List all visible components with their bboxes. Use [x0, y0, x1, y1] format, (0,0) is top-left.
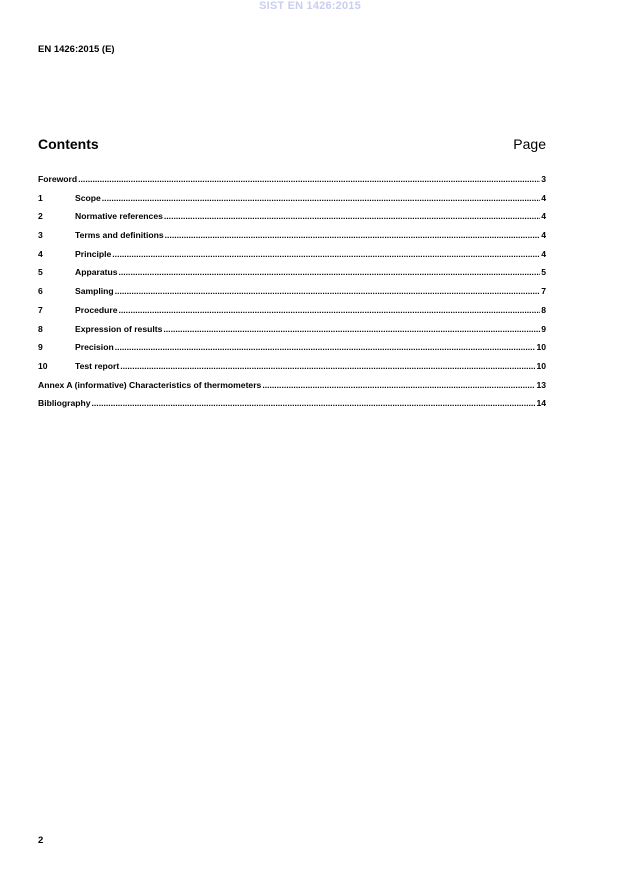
- toc-entry-principle[interactable]: [38, 249, 546, 268]
- toc-entry-page: 8: [541, 304, 546, 315]
- toc-entry-title: Normative references: [75, 211, 163, 222]
- toc-leader-dots: [115, 342, 536, 352]
- toc-entry-number: 8: [38, 323, 43, 334]
- toc-entry-page: 13: [536, 379, 546, 390]
- toc-entry-title: Precision: [75, 342, 114, 353]
- toc-entry-number: 9: [38, 342, 43, 353]
- toc-entry-expression-of-results[interactable]: [38, 324, 546, 343]
- toc-entry-precision[interactable]: [38, 342, 546, 361]
- toc-leader-dots: [119, 267, 541, 277]
- toc-entry-page: 4: [541, 248, 546, 259]
- toc-entry-scope[interactable]: [38, 193, 546, 212]
- toc-leader-dots: [120, 361, 535, 371]
- toc-entry-apparatus[interactable]: [38, 267, 546, 286]
- toc-entry-page: 10: [536, 360, 546, 371]
- toc-entry-test-report[interactable]: [38, 361, 546, 380]
- page-column-label: Page: [513, 136, 546, 152]
- toc-entry-number: 2: [38, 211, 43, 222]
- toc-entry-page: 4: [541, 230, 546, 241]
- toc-entry-number: 7: [38, 304, 43, 315]
- document-id-header: EN 1426:2015 (E): [38, 44, 115, 55]
- contents-title: Contents: [38, 136, 99, 152]
- toc-entry-number: 5: [38, 267, 43, 278]
- toc-entry-number: 10: [38, 360, 48, 371]
- toc-entry-normative-references[interactable]: [38, 211, 546, 230]
- toc-entry-number: 6: [38, 286, 43, 297]
- toc-leader-dots: [164, 211, 540, 221]
- toc-entry-page: 7: [541, 286, 546, 297]
- toc-leader-dots: [163, 324, 540, 334]
- toc-leader-dots: [165, 230, 541, 240]
- toc-entry-sampling[interactable]: [38, 286, 546, 305]
- toc-entry-title: Scope: [75, 192, 101, 203]
- toc-entry-title: Sampling: [75, 286, 114, 297]
- toc-entry-title: Principle: [75, 248, 112, 259]
- toc-entry-title: Apparatus: [75, 267, 118, 278]
- table-of-contents: [38, 174, 546, 417]
- toc-entry-foreword[interactable]: [38, 174, 546, 193]
- toc-entry-terms-and-definitions[interactable]: [38, 230, 546, 249]
- toc-entry-annex-a[interactable]: [38, 380, 546, 399]
- toc-leader-dots: [102, 193, 540, 203]
- page-number: 2: [38, 835, 44, 846]
- toc-leader-dots: [92, 398, 536, 408]
- toc-entry-title: Foreword: [38, 174, 78, 184]
- toc-entry-title: Annex A (informative) Characteristics of thermometers: [38, 379, 262, 390]
- toc-leader-dots: [112, 249, 540, 259]
- toc-entry-number: 4: [38, 248, 43, 259]
- toc-entry-title: Bibliography: [38, 398, 91, 409]
- toc-entry-title: Expression of results: [75, 323, 163, 334]
- toc-entry-page: 14: [536, 398, 546, 409]
- toc-entry-page: 5: [541, 267, 546, 278]
- toc-entry-page: 4: [541, 192, 546, 203]
- watermark: SIST EN 1426:2015: [259, 0, 361, 12]
- toc-entry-page: 4: [541, 211, 546, 222]
- toc-leader-dots: [262, 380, 535, 390]
- toc-entry-title: Terms and definitions: [75, 230, 164, 241]
- toc-leader-dots: [119, 305, 541, 315]
- toc-entry-procedure[interactable]: [38, 305, 546, 324]
- toc-entry-number: 3: [38, 230, 43, 241]
- toc-entry-bibliography[interactable]: [38, 398, 546, 417]
- toc-entry-page: 3: [541, 174, 546, 184]
- toc-entry-title: Test report: [75, 360, 120, 371]
- toc-leader-dots: [78, 174, 540, 184]
- toc-entry-title: Procedure: [75, 304, 118, 315]
- toc-leader-dots: [115, 286, 541, 296]
- toc-entry-page: 9: [541, 323, 546, 334]
- toc-entry-number: 1: [38, 192, 43, 203]
- toc-entry-page: 10: [536, 342, 546, 353]
